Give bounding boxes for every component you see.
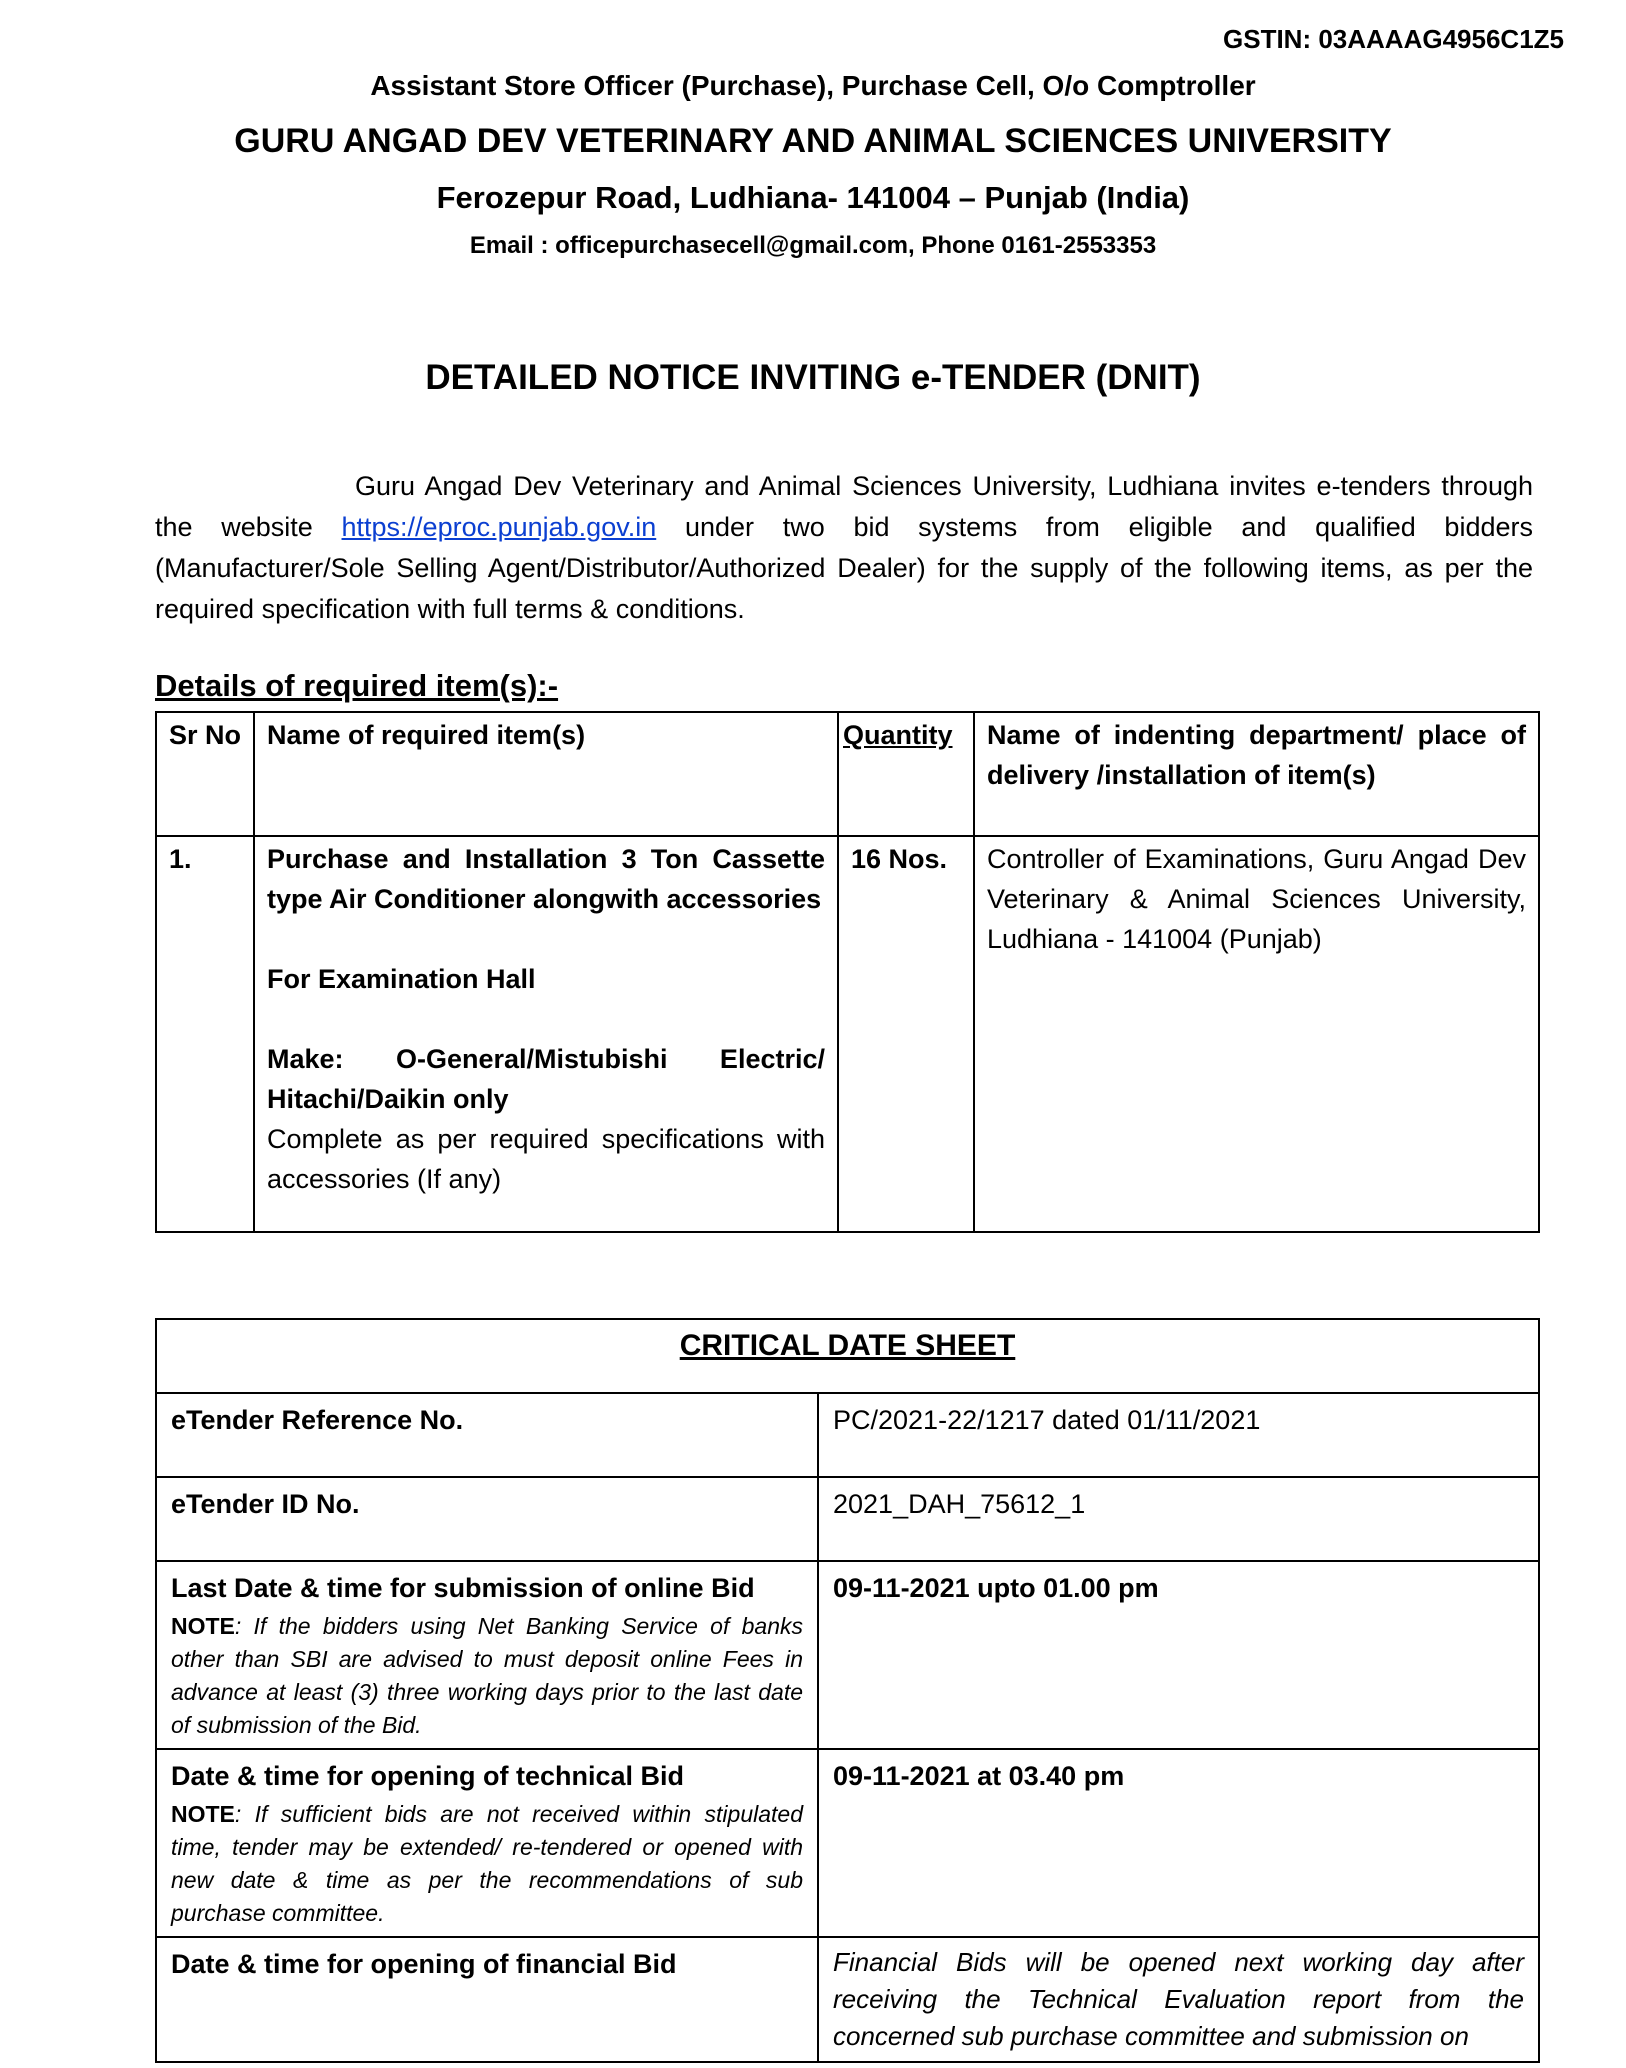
note-text: : If sufficient bids are not received within stipulated time, tender may be extended/ re-tendered or opened with new date & time as per the recommendations of sub purchase committee.	[171, 1801, 803, 1926]
intro-text-before: Guru Angad Dev Veterinary and Animal Sciences University, Ludhiana invites e-tenders through the website	[155, 471, 1533, 542]
note-text: : If the bidders using Net Banking Service of banks other than SBI are advised to must deposit online Fees in advance at least (3) three working days prior to the last date of submission of the Bid.	[171, 1613, 803, 1738]
cds-label: eTender ID No.	[156, 1477, 818, 1561]
table-row	[156, 1937, 1539, 2062]
cds-value: PC/2021-22/1217 dated 01/11/2021	[818, 1393, 1539, 1477]
cds-label: Date & time for opening of technical Bid	[171, 1761, 685, 1791]
note-label: NOTE	[171, 1801, 235, 1827]
critical-date-sheet	[155, 1318, 1540, 2063]
university-address: Ferozepur Road, Ludhiana- 141004 – Punjab (India)	[436, 180, 1190, 215]
cds-note	[171, 1610, 803, 1742]
cds-label: eTender Reference No.	[156, 1393, 818, 1477]
office-line: Assistant Store Officer (Purchase), Purchase Cell, O/o Comptroller	[370, 70, 1256, 101]
note-label: NOTE	[171, 1613, 235, 1639]
cds-label: Last Date & time for submission of online Bid	[171, 1573, 755, 1603]
intro-text-after: under two bid systems from eligible and qualified bidders (Manufacturer/Sole Selling Agent/Distributor/Authorized Dealer) for the supply of the following items, as per the required specification with full terms & conditions.	[155, 512, 1533, 624]
cds-value: 09-11-2021 at 03.40 pm	[818, 1749, 1539, 1937]
header-department: Name of indenting department/ place of delivery /installation of item(s)	[974, 712, 1539, 836]
cds-value: 2021_DAH_75612_1	[818, 1477, 1539, 1561]
item-spec: Complete as per required specifications with accessories (If any)	[267, 1124, 825, 1194]
item-make: Make: O-General/Mistubishi Electric/ Hitachi/Daikin only	[267, 1044, 825, 1114]
contact-line: Email : officepurchasecell@gmail.com, Phone 0161-2553353	[469, 232, 1157, 259]
items-header-row	[156, 712, 1539, 836]
items-heading: Details of required item(s):-	[155, 668, 559, 703]
table-row	[156, 836, 1539, 1232]
eproc-link[interactable]: https://eproc.punjab.gov.in	[341, 512, 657, 542]
cds-header-row	[156, 1319, 1539, 1393]
cds-heading: CRITICAL DATE SHEET	[156, 1319, 1539, 1393]
header-sr-no: Sr No	[156, 712, 254, 836]
table-row	[156, 1393, 1539, 1477]
item-department: Controller of Examinations, Guru Angad Dev Veterinary & Animal Sciences University, Ludhiana - 141004 (Punjab)	[974, 836, 1539, 1232]
item-sr-no: 1.	[156, 836, 254, 1232]
gstin-number: GSTIN: 03AAAAG4956C1Z5	[1223, 24, 1564, 54]
cds-note	[171, 1798, 803, 1930]
cds-label-cell	[156, 1561, 818, 1749]
item-description	[254, 836, 838, 1232]
table-row	[156, 1561, 1539, 1749]
cds-label: Date & time for opening of financial Bid	[156, 1937, 818, 2062]
item-quantity: 16 Nos.	[838, 836, 974, 1232]
table-row	[156, 1477, 1539, 1561]
notice-title: DETAILED NOTICE INVITING e-TENDER (DNIT)	[425, 358, 1201, 397]
cds-value: 09-11-2021 upto 01.00 pm	[818, 1561, 1539, 1749]
header-quantity: Quantity	[838, 712, 974, 836]
header-item-name: Name of required item(s)	[254, 712, 838, 836]
item-title: Purchase and Installation 3 Ton Cassette type Air Conditioner alongwith accessories	[267, 844, 825, 914]
intro-paragraph	[155, 466, 1533, 630]
items-table	[155, 711, 1540, 1233]
cds-label-cell	[156, 1749, 818, 1937]
item-for: For Examination Hall	[267, 964, 536, 994]
table-row	[156, 1749, 1539, 1937]
cds-value: Financial Bids will be opened next working day after receiving the Technical Evaluation report from the concerned sub purchase committee and submission on	[818, 1937, 1539, 2062]
university-name: GURU ANGAD DEV VETERINARY AND ANIMAL SCIENCES UNIVERSITY	[234, 122, 1392, 160]
